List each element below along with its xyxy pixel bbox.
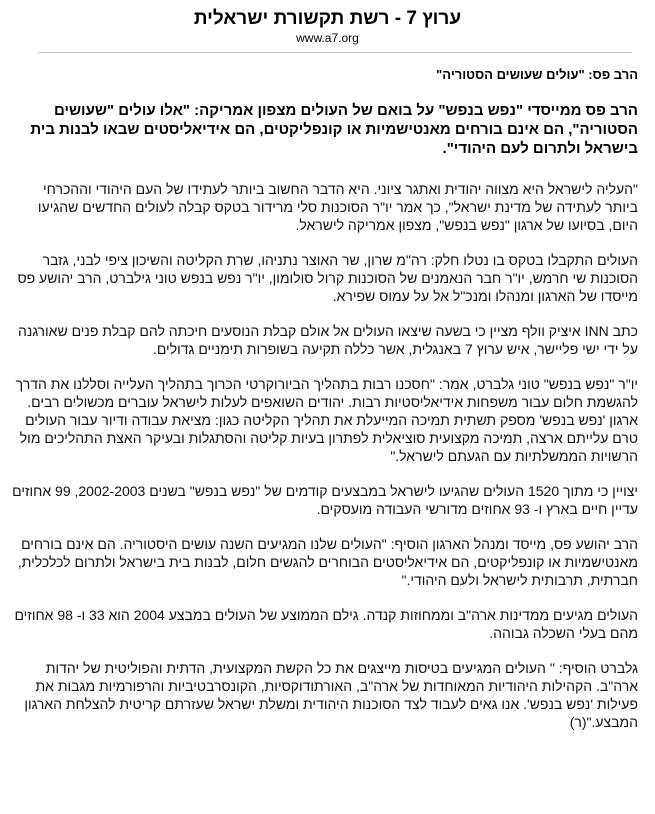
article-lead: הרב פס ממייסדי "נפש בנפש" על בואם של העולים מצפון אמריקה: "אלו עולים "שעושים הסטוריה", הם אינם בורחים מאנטישמיות או קונפליקטים, הם אידיאליסטים שבאו לבנות בית בישראל ולתרום לעם היהודי". xyxy=(30,102,638,157)
article-paragraph: כתב INN איציק וולף מציין כי בשעה שיצאו העולים אל אולם קבלת הנוסעים חיכתה להם קבלת פנים שאורגנה על ידי ישי פליישר, איש ערוץ 7 באנגלית, אשר כללה תקיעה בשופרות תימניים גדולים. xyxy=(18,323,638,357)
article-body xyxy=(12,64,638,748)
article-paragraph: "העליה לישראל היא מצווה יהודית ואתגר ציוני. היא הדבר החשוב ביותר לעתידו של העם היהודי וההכרחי ביותר לעתידה של מדינת ישראל", כך אמר יו"ר הסוכנות סלי מרידור בטקס קבלה לעולים החדשים שהגיעו היום, בסיועו של ארגון "נפש בנפש", מצפון אמריקה לישראל. xyxy=(37,181,638,233)
article-paragraph: יצויין כי מתוך 1520 העולים שהגיעו לישראל במבצעים קודמים של "נפש בנפש" בשנים 2002-2003, 99 אחוזים עדיין חיים בארץ ו- 93 אחוזים מדורשי העבודה מועסקים. xyxy=(12,483,638,517)
article-paragraph: הרב יהושע פס, מייסד ומנהל הארגון הוסיף: "העולים שלנו המגיעים השנה עושים היסטוריה. הם אינם בורחים מאנטישמיות או קונפליקטים, הם אידיאליסטים הבוחרים להגשים חלום, לבנות בית בישראל ולתרום לכלכלית, חברתית, תרבותית לישראל ולעם היהודי." xyxy=(17,536,638,588)
article-paragraph: העולים התקבלו בטקס בו נטלו חלק: רה"מ שרון, שר האוצר נתניהו, שרת הקליטה והשיכון ציפי לבני, גזבר הסוכנות שי חרמש, יו"ר חבר הנאמנים של הסוכנות קרול סולומון, יו"ר נפש בנפש טוני גילברט, הרב יהושע פס מייסדו של הארגון ומנהלו ומנכ"ל אל על עמוס שפירא. xyxy=(17,252,638,304)
article-paragraph: העולים מגיעים ממדינות ארה"ב וממחוזות קנדה. גילם הממוצע של העולים במבצע 2004 הוא 33 ו- 98 אחוזים מהם בעלי השכלה גבוהה. xyxy=(14,607,638,641)
article-paragraph: גלברט הוסיף: " העולים המגיעים בטיסות מייצגים את כל הקשת המקצועית, הדתית והפוליטית של יהדות ארה"ב. הקהילות היהודיות המאוחדות של ארה"ב, האורתודוקסיות, הקונסרבטיביות והרפורמיות מגבות את פעילות 'נפש בנפש'. אנו גאים לעבוד לצד הסוכנות היהודית ומשלת ישראל שעזרתם קריטית להצלחת הארגון המבצע."(ר) xyxy=(24,660,638,730)
site-title: ערוץ 7 - רשת תקשורת ישראלית xyxy=(193,8,462,29)
site-url[interactable]: www.a7.org xyxy=(296,31,359,45)
site-header xyxy=(0,8,655,45)
article-paragraph: יו"ר "נפש בנפש" טוני גלברט, אמר: "חסכנו רבות בתהליך הביורוקרטי הכרוך בתהליך העלייה וסללנו את הדרך להגשמת חלום עבור משפחות אידיאליסטיות רבות. יהודים השואפים לעלות לישראל עוברים מכשולים רבים. ארגון 'נפש בנפש' מספק תשתית תמיכה המייעלת את תהליך הקליטה כגון: מציאת עבודה ודיור עבור העולים טרם עלייתם ארצה, תמיכה מקצועית סוציאלית לפתרון בעיות קליטה והסתגלות ובעיקר האצת התהליכים מול הרשויות הממשלתיות עם הגעתם לישראל." xyxy=(15,376,638,464)
article-kicker: הרב פס: "עולים שעושים הסטוריה" xyxy=(436,67,638,82)
header-divider xyxy=(38,52,632,53)
